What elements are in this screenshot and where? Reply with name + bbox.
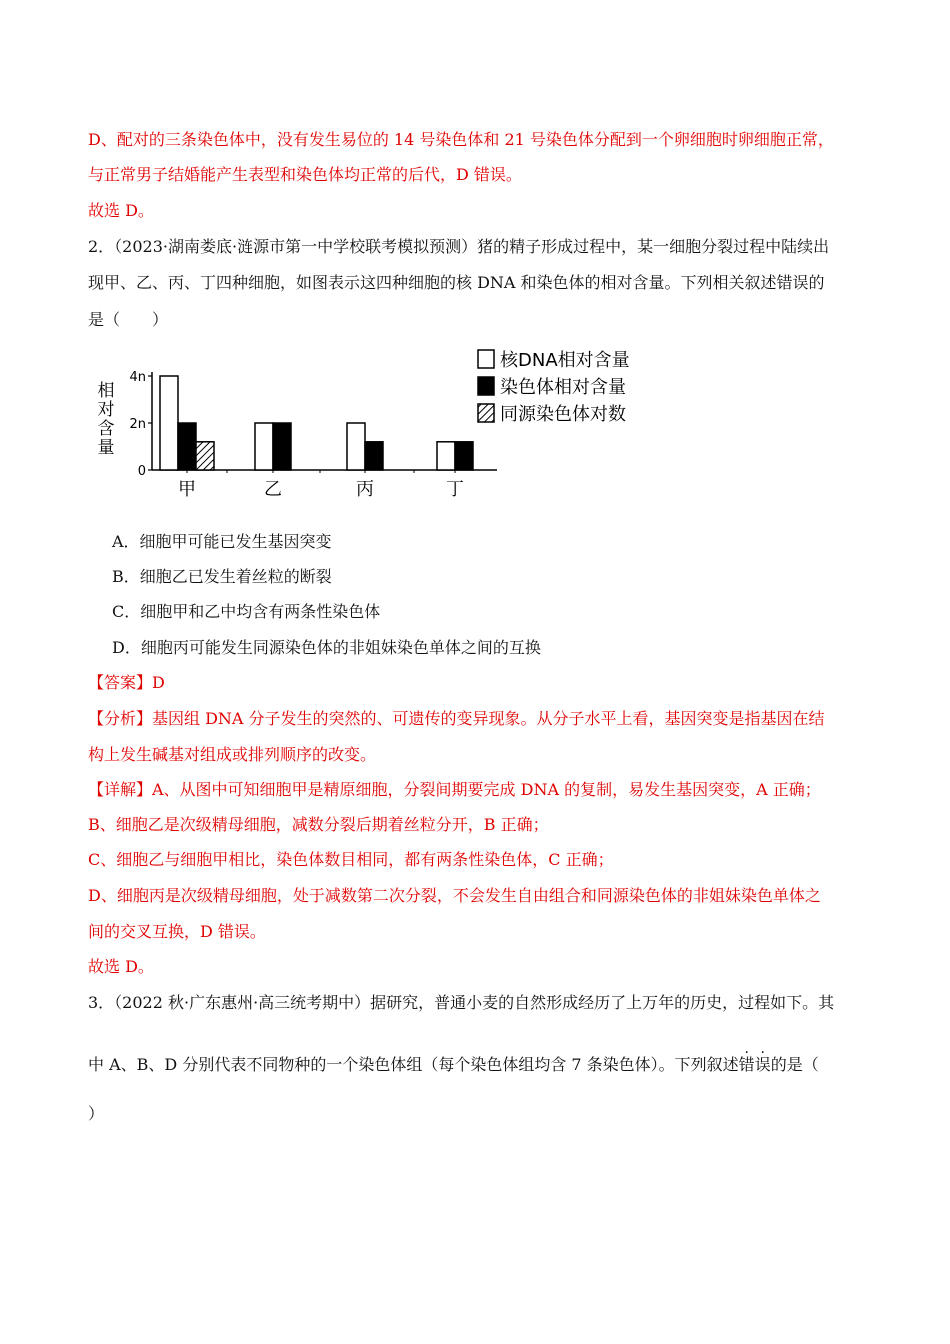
bars — [160, 376, 473, 470]
option-b: B．细胞乙已发生着丝粒的断裂 — [112, 567, 332, 586]
answer-line: 【答案】D — [88, 673, 165, 692]
question-2-line: 2．（2023·湖南娄底·涟源市第一中学校联考模拟预测）猪的精子形成过程中，某一细胞分裂过程中陆续出 — [88, 237, 830, 256]
option-d: D．细胞丙可能发生同源染色体的非姐妹染色单体之间的互换 — [112, 638, 541, 657]
detail-line: B、细胞乙是次级精母细胞，减数分裂后期着丝粒分开，B 正确； — [88, 815, 549, 834]
question-3-line — [88, 1055, 819, 1075]
bar-black — [273, 423, 291, 470]
legend-label: 染色体相对含量 — [500, 377, 626, 398]
bar-chart — [92, 340, 652, 510]
text-line: 故选 D。 — [88, 201, 154, 220]
x-tick-label: 丙 — [356, 479, 374, 500]
option-a: A．细胞甲可能已发生基因突变 — [112, 532, 332, 551]
detail-line: C、细胞乙与细胞甲相比，染色体数目相同，都有两条性染色体，C 正确； — [88, 850, 614, 869]
y-axis-label-char: 相 — [97, 381, 115, 401]
option-c: C．细胞甲和乙中均含有两条性染色体 — [112, 602, 381, 621]
text-line: D、配对的三条染色体中，没有发生易位的 14 号染色体和 21 号染色体分配到一个卵细胞时卵细胞正常， — [88, 130, 834, 149]
y-axis-label-char: 量 — [97, 438, 115, 458]
legend — [478, 350, 630, 425]
legend-swatch — [478, 350, 494, 368]
legend-label: 同源染色体对数 — [500, 404, 626, 425]
y-axis-label-char: 含 — [97, 419, 115, 439]
bar-black — [178, 423, 196, 470]
x-tick-label: 乙 — [264, 479, 282, 500]
bar-white — [347, 423, 365, 470]
q3-text: 的是（ — [770, 1055, 819, 1074]
question-2-line: 现甲、乙、丙、丁四种细胞，如图表示这四种细胞的核 DNA 和染色体的相对含量。下列相关叙述错误的 — [88, 273, 825, 292]
y-tick-label: 0 — [137, 464, 146, 479]
bar-black — [455, 442, 473, 470]
q3-text: 中 A、B、D 分别代表不同物种的一个染色体组（每个染色体组均含 7 条染色体）。下列叙述 — [88, 1055, 739, 1074]
conclusion-line: 故选 D。 — [88, 957, 154, 976]
x-tick-label: 甲 — [178, 479, 196, 500]
legend-swatch — [478, 377, 494, 395]
question-3-line: 3．（2022 秋·广东惠州·高三统考期中）据研究，普通小麦的自然形成经历了上万年的历史，过程如下。其 — [88, 993, 835, 1012]
emphasis-char: 误 — [754, 1055, 771, 1074]
x-tick-label: 丁 — [446, 479, 464, 500]
y-tick-label: 2n — [129, 417, 146, 432]
emphasis-char: 错 — [738, 1055, 755, 1074]
text-line: 与正常男子结婚能产生表型和染色体均正常的后代，D 错误。 — [88, 165, 522, 184]
bar-white — [160, 376, 178, 470]
legend-swatch — [478, 404, 494, 422]
bar-white — [437, 442, 455, 470]
y-axis-label — [98, 381, 115, 458]
y-axis-label-char: 对 — [97, 400, 115, 420]
question-2-line: 是（ ） — [88, 310, 169, 329]
detail-line: D、细胞丙是次级精母细胞，处于减数第二次分裂，不会发生自由组合和同源染色体的非姐妹染色单体之 — [88, 886, 821, 905]
bar-white — [255, 423, 273, 470]
detail-line: 间的交叉互换，D 错误。 — [88, 922, 266, 941]
analysis-line: 构上发生碱基对组成或排列顺序的改变。 — [88, 745, 377, 764]
legend-label: 核DNA相对含量 — [500, 350, 630, 371]
analysis-line: 【分析】基因组 DNA 分子发生的突然的、可遗传的变异现象。从分子水平上看，基因突变是指基因在结 — [88, 709, 825, 728]
y-tick-label: 4n — [129, 370, 146, 385]
detail-line: 【详解】A、从图中可知细胞甲是精原细胞，分裂间期要完成 DNA 的复制，易发生基因突变，A 正确； — [88, 780, 821, 799]
bar-hatched — [196, 442, 214, 470]
bar-black — [365, 442, 383, 470]
question-3-line: ） — [88, 1104, 105, 1123]
